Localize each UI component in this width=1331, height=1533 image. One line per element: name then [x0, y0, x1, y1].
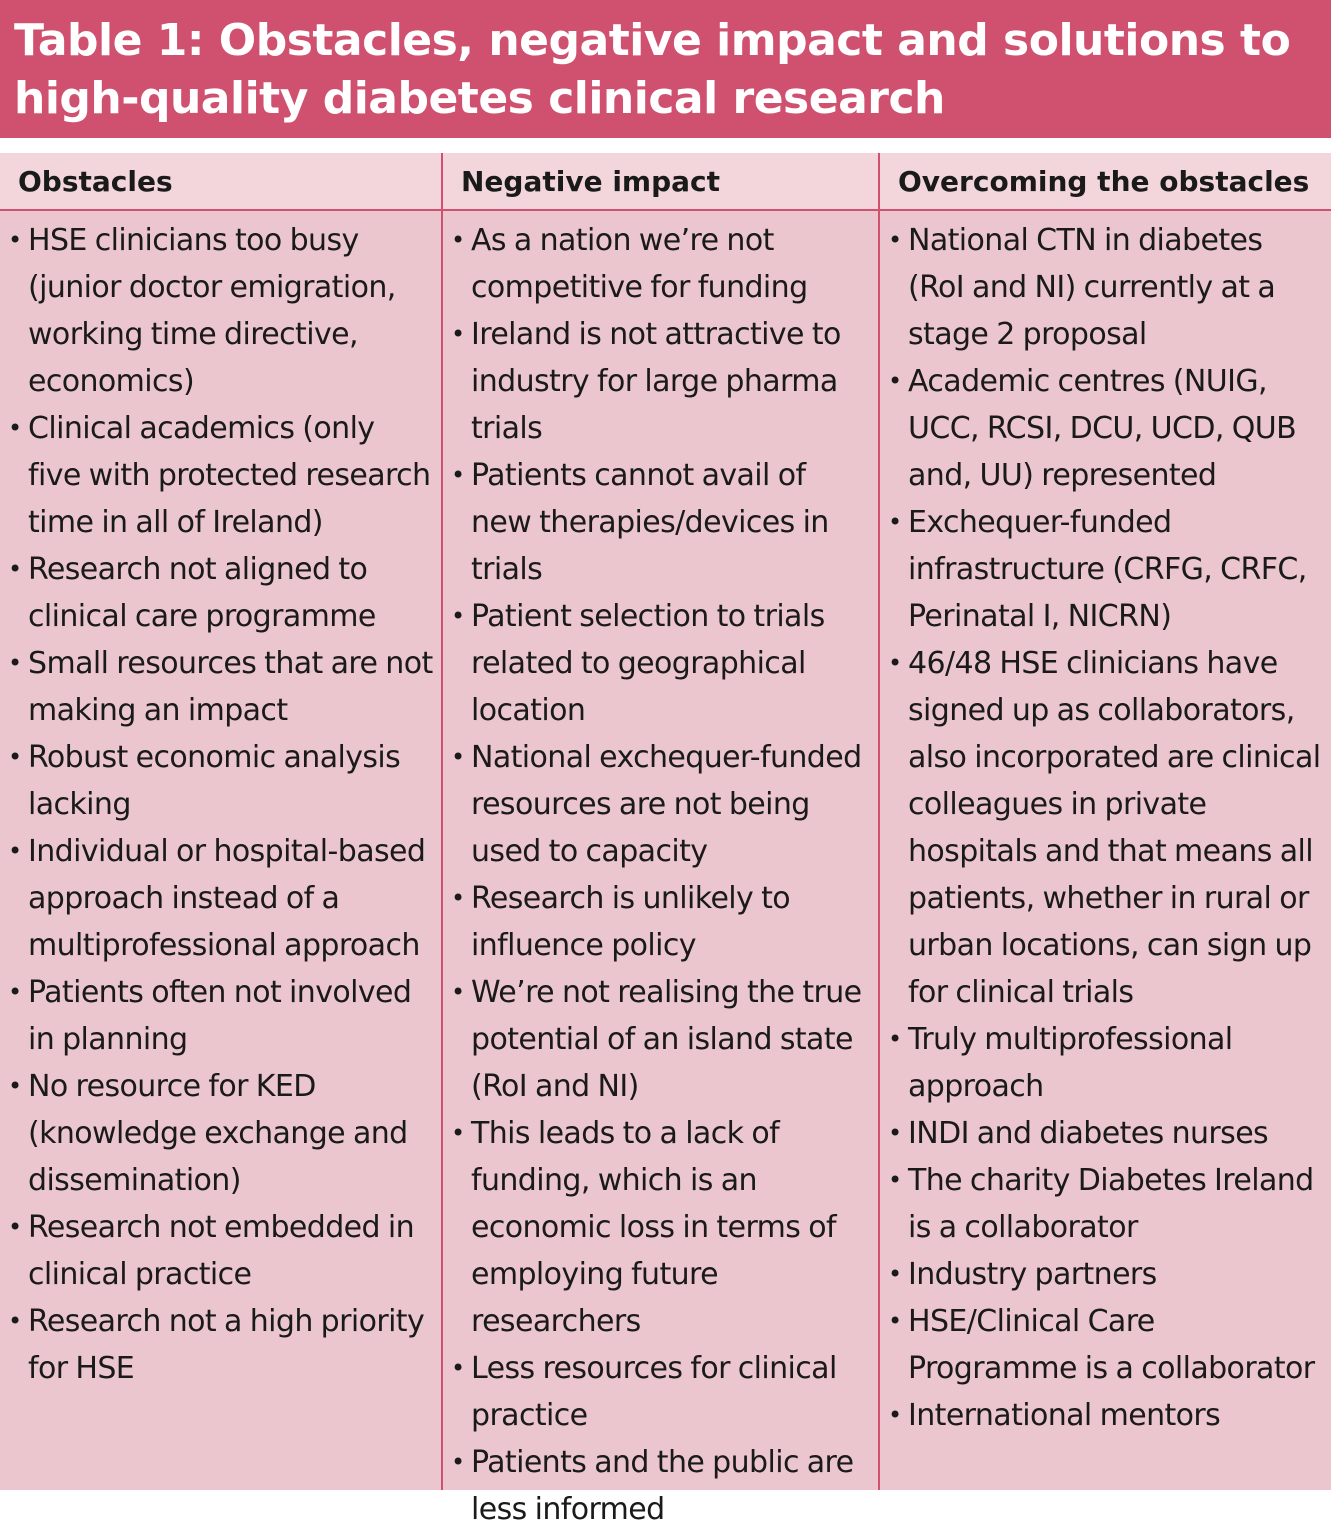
list-item [0, 1204, 433, 1298]
list-item-text: Small resources that are not making an impact [28, 646, 433, 728]
list-item-text: Less resources for clinical practice [471, 1351, 837, 1433]
list-item-text: Patient selection to trials related to geographical location [471, 599, 825, 728]
list-item-text: Patients and the public are less informed [471, 1445, 854, 1527]
bullet-icon: • [451, 884, 465, 912]
list-item-text: The charity Diabetes Ireland is a collaborator [908, 1163, 1314, 1245]
bullet-icon: • [888, 1166, 902, 1194]
list-item [0, 828, 433, 969]
bullet-icon: • [451, 461, 465, 489]
bullet-icon: • [888, 1025, 902, 1053]
bullet-icon: • [888, 1119, 902, 1147]
bullet-icon: • [451, 743, 465, 771]
list-item [0, 1063, 433, 1204]
bullet-icon: • [8, 978, 22, 1006]
column-overcoming-obstacles [880, 153, 1331, 1490]
list-item [880, 1157, 1323, 1251]
bullet-icon: • [8, 1072, 22, 1100]
list-item-text: International mentors [908, 1398, 1221, 1433]
list-item-text: 46/48 HSE clinicians have signed up as collaborators, also incorporated are clinical colleagues in private hospitals and that means all patients, whether in rural or urban locations, can sign up for clinical trials [908, 646, 1321, 1010]
column-header: Negative impact [443, 153, 878, 211]
bullet-icon: • [8, 1307, 22, 1335]
list-item [443, 1110, 870, 1345]
list-item-text: Research is unlikely to influence policy [471, 881, 791, 963]
list-item-text: Ireland is not attractive to industry for large pharma trials [471, 317, 841, 446]
bullet-icon: • [451, 1119, 465, 1147]
list-item [0, 640, 433, 734]
list-item-text: National CTN in diabetes (RoI and NI) currently at a stage 2 proposal [908, 223, 1276, 352]
list-item-text: As a nation we’re not competitive for funding [471, 223, 808, 305]
table-title-banner [0, 0, 1331, 138]
list-item-text: Research not aligned to clinical care programme [28, 552, 376, 634]
list-item-text: National exchequer-funded resources are not being used to capacity [471, 740, 862, 869]
bullet-icon: • [8, 743, 22, 771]
list-item [880, 1016, 1323, 1110]
bullet-icon: • [8, 555, 22, 583]
list-item-text: We’re not realising the true potential of an island state (RoI and NI) [471, 975, 862, 1104]
column-header: Obstacles [0, 153, 441, 211]
obstacles-table [0, 153, 1331, 1527]
list-item-text: Industry partners [908, 1257, 1157, 1292]
list-item-text: Exchequer-funded infrastructure (CRFG, CRFC, Perinatal I, NICRN) [908, 505, 1307, 634]
bullet-icon: • [888, 649, 902, 677]
list-item [443, 311, 870, 452]
list-item [443, 734, 870, 875]
list-item [0, 1298, 433, 1392]
list-item [0, 405, 433, 546]
bullet-icon: • [888, 226, 902, 254]
list-item-text: Truly multiprofessional approach [908, 1022, 1233, 1104]
bullet-icon: • [451, 978, 465, 1006]
item-list [443, 211, 878, 1533]
list-item-text: This leads to a lack of funding, which is an economic loss in terms of employing future researchers [471, 1116, 836, 1339]
bullet-icon: • [8, 226, 22, 254]
list-item [443, 1345, 870, 1439]
list-item [880, 1251, 1323, 1298]
list-item-text: Patients cannot avail of new therapies/devices in trials [471, 458, 829, 587]
list-item [880, 499, 1323, 640]
list-item-text: Clinical academics (only five with protected research time in all of Ireland) [28, 411, 431, 540]
column-header: Overcoming the obstacles [880, 153, 1331, 211]
list-item [443, 1439, 870, 1533]
item-list [880, 211, 1331, 1439]
list-item [0, 969, 433, 1063]
list-item-text: HSE/Clinical Care Programme is a collaborator [908, 1304, 1315, 1386]
item-list [0, 211, 441, 1392]
list-item-text: INDI and diabetes nurses [908, 1116, 1269, 1151]
list-item [0, 217, 433, 405]
bullet-icon: • [888, 508, 902, 536]
bullet-icon: • [888, 367, 902, 395]
list-item [0, 546, 433, 640]
bullet-icon: • [8, 837, 22, 865]
list-item [880, 1110, 1323, 1157]
list-item-text: Research not a high priority for HSE [28, 1304, 425, 1386]
bullet-icon: • [451, 602, 465, 630]
list-item-text: HSE clinicians too busy (junior doctor emigration, working time directive, economics) [28, 223, 396, 399]
bullet-icon: • [8, 1213, 22, 1241]
bullet-icon: • [888, 1401, 902, 1429]
column-obstacles [0, 153, 443, 1490]
bullet-icon: • [8, 649, 22, 677]
list-item [443, 593, 870, 734]
list-item [443, 875, 870, 969]
bullet-icon: • [888, 1260, 902, 1288]
list-item [443, 452, 870, 593]
bullet-icon: • [451, 1354, 465, 1382]
list-item [880, 1392, 1323, 1439]
list-item [0, 734, 433, 828]
bullet-icon: • [451, 226, 465, 254]
bullet-icon: • [451, 320, 465, 348]
list-item-text: No resource for KED (knowledge exchange and dissemination) [28, 1069, 408, 1198]
list-item-text: Patients often not involved in planning [28, 975, 412, 1057]
list-item [880, 358, 1323, 499]
bullet-icon: • [888, 1307, 902, 1335]
list-item-text: Robust economic analysis lacking [28, 740, 401, 822]
list-item [880, 217, 1323, 358]
table-title: Table 1: Obstacles, negative impact and solutions to high-quality diabetes clinical research [14, 15, 1291, 124]
list-item-text: Research not embedded in clinical practice [28, 1210, 415, 1292]
list-item [443, 969, 870, 1110]
list-item [880, 1298, 1323, 1392]
column-negative-impact [443, 153, 880, 1527]
list-item-text: Individual or hospital-based approach instead of a multiprofessional approach [28, 834, 426, 963]
list-item [880, 640, 1323, 1016]
bullet-icon: • [451, 1448, 465, 1476]
list-item [443, 217, 870, 311]
list-item-text: Academic centres (NUIG, UCC, RCSI, DCU, UCD, QUB and, UU) represented [908, 364, 1297, 493]
bullet-icon: • [8, 414, 22, 442]
